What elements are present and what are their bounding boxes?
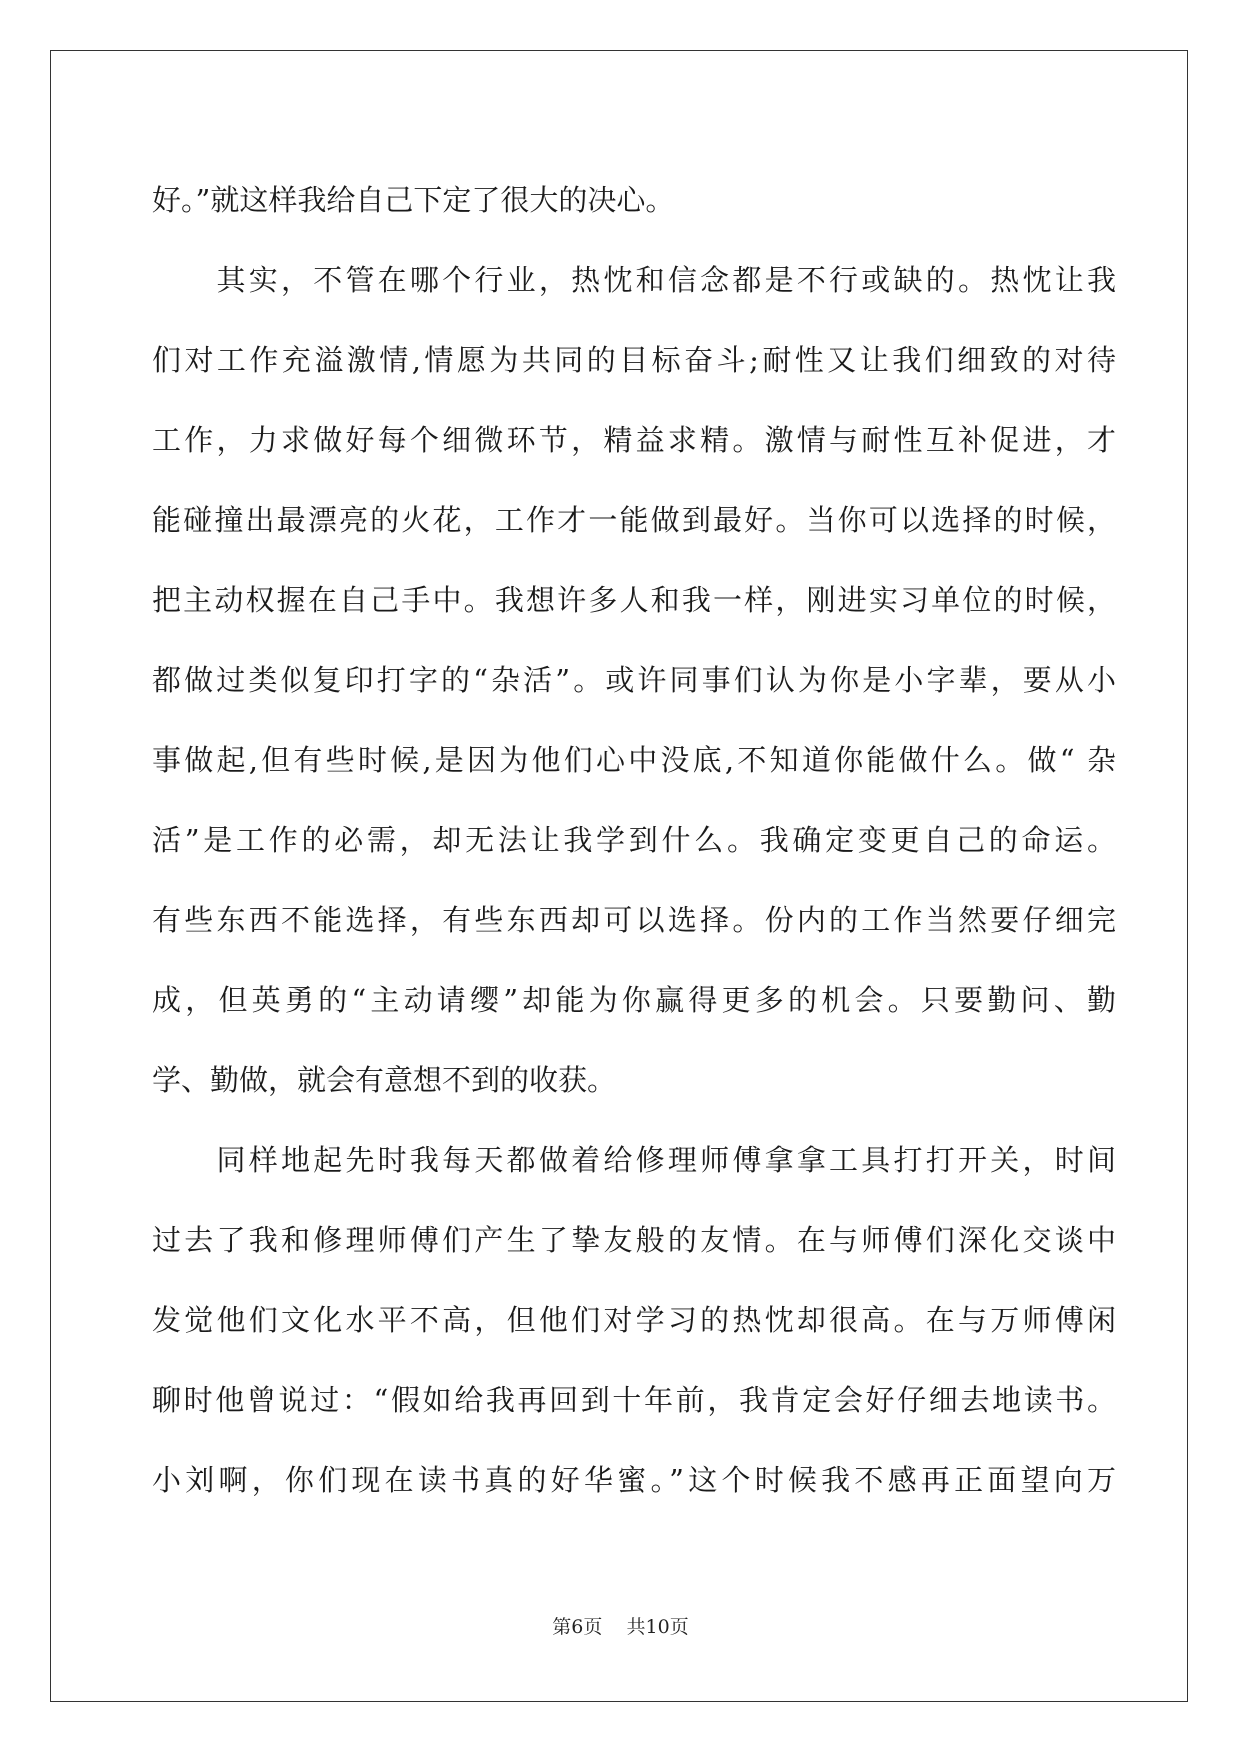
text-line: 过去了我和修理师傅们产生了挚友般的友情。在与师傅们深化交谈中 (152, 1223, 1116, 1257)
text-line: 同样地起先时我每天都做着给修理师傅拿拿工具打打开关，时间 (152, 1143, 1116, 1177)
text-line: 其实，不管在哪个行业，热忱和信念都是不行或缺的。热忱让我 (152, 263, 1116, 297)
text-line: 活”是工作的必需，却无法让我学到什么。我确定变更自己的命运。 (152, 823, 1116, 857)
text-line: 事做起,但有些时候,是因为他们心中没底,不知道你能做什么。做“ 杂 (152, 743, 1116, 777)
text-line: 能碰撞出最漂亮的火花，工作才一能做到最好。当你可以选择的时候， (152, 503, 1116, 537)
body-text (152, 160, 1116, 1520)
text-line: 都做过类似复印打字的“杂活”。或许同事们认为你是小字辈，要从小 (152, 663, 1116, 697)
text-line: 把主动权握在自己手中。我想许多人和我一样，刚进实习单位的时候， (152, 583, 1116, 617)
text-line: 有些东西不能选择，有些东西却可以选择。份内的工作当然要仔细完 (152, 903, 1116, 937)
text-line: 工作，力求做好每个细微环节，精益求精。激情与耐性互补促进，才 (152, 423, 1116, 457)
text-line: 学、勤做，就会有意想不到的收获。 (152, 1063, 617, 1097)
page-total: 共10页 (626, 1616, 689, 1638)
text-line: 小刘啊，你们现在读书真的好华蜜。”这个时候我不感再正面望向万 (152, 1463, 1116, 1497)
text-line: 发觉他们文化水平不高，但他们对学习的热忱却很高。在与万师傅闲 (152, 1303, 1116, 1337)
text-line: 们对工作充溢激情,情愿为共同的目标奋斗;耐性又让我们细致的对待 (152, 343, 1116, 377)
page-footer (0, 1612, 1241, 1639)
text-line: 好。”就这样我给自己下定了很大的决心。 (152, 183, 675, 217)
text-line: 成，但英勇的“主动请缨”却能为你赢得更多的机会。只要勤问、勤 (152, 983, 1116, 1017)
text-line: 聊时他曾说过：“假如给我再回到十年前，我肯定会好仔细去地读书。 (152, 1383, 1116, 1417)
page-number: 第6页 (552, 1616, 603, 1638)
